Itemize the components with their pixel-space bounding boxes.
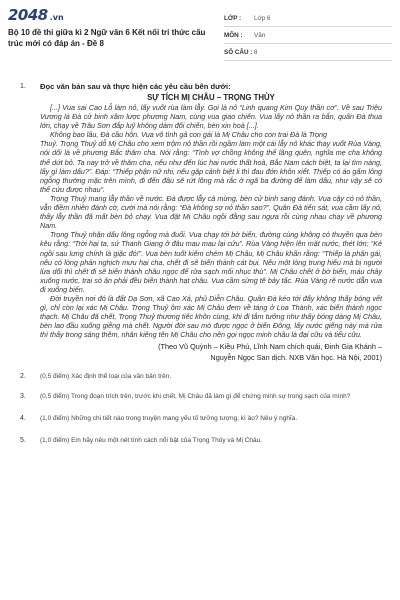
question-number: 3. — [20, 393, 26, 400]
meta-label: SỐ CÂU : — [224, 48, 253, 56]
passage-source — [40, 341, 382, 363]
question-text: (0,5 điểm) Xác định thể loại của văn bản trên. — [40, 373, 172, 380]
question-number: 1. — [20, 83, 26, 90]
question-text: (0,5 điểm) Trong đoạn trích trên, trước khi chết, Mị Châu đã làm gì để chứng minh sự trong sạch của mình? — [40, 393, 351, 400]
source-line: Nguyễn Ngọc San dịch. NXB Văn học. Hà Nội, 2001) — [210, 353, 382, 362]
passage-paragraph: [...] Vua sai Cao Lỗ làm nỏ, lấy vuốt rùa làm lẫy. Gọi là nỏ “Linh quang Kim Quy thần cơ”. Về sau Triệu Vương là Đà cử binh xâm lược phương Nam, cùng vua giao chiến. Vua lấy nỏ thần ra bắn, quân Đà thua lớn, chạy về Trâu Sơn đắp luỹ không dám đối chiến, bèn xin hoà [...]. — [40, 103, 382, 131]
meta-row-subject — [224, 27, 392, 44]
passage-paragraph: Đời truyền nơi đó là đất Dạ Sơn, xã Cao Xá, phủ Diễn Châu. Quân Đà kéo tới đấy không thấy bóng vết gì, chỉ còn lại xác Mị Châu. Trọng Thuỷ ôm xác Mị Châu đem về táng ở Loa Thành, xác biến thành ngọc thạch. Mị Châu đã chết, Trọng Thuỷ thương tiếc khôn cùng, khi đi tắm tưởng như thấy bóng dáng Mị Châu, bèn lao đầu xuống giếng mà chết. Người đời sau mò được ngọc ở biển Đông, lấy nước giếng này mà rửa thì thấy trong sáng thêm, nhân kiêng tên Mị Châu cho nên gọi ngọc minh châu là đại cữu và tiểu cữu. — [40, 293, 382, 340]
passage-paragraph: Trọng Thuỷ mang lẫy thần về nước. Đà được lẫy cả mừng, bèn cử binh sang đánh. Vua cậy có nỏ thần, vẫn điềm nhiên đánh cờ, cười mà nói rằng: “Đà không sợ nỏ thần sao?”. Quân Đà tiến sát, vua cầm lấy nỏ, thấy lẫy thần đã mất bèn bỏ chạy. Vua đặt Mị Châu ngồi đằng sau ngựa rồi cùng nhau chạy về phương Nam. — [40, 193, 382, 231]
meta-label: MÔN : — [224, 31, 243, 39]
meta-value: Văn — [254, 31, 266, 39]
site-logo[interactable] — [8, 6, 64, 26]
reading-passage — [40, 103, 382, 339]
meta-value: Lớp 6 — [254, 14, 271, 22]
question-text: (1,0 điểm) Những chi tiết nào trong truyện mang yếu tố tưởng tượng, kì ảo? Nêu ý nghĩa. — [40, 415, 298, 422]
story-title: SỰ TÍCH MỊ CHÂU – TRỌNG THỦY — [147, 93, 275, 102]
logo-suffix: .vn — [49, 13, 64, 22]
meta-label: LỚP : — [224, 14, 242, 22]
question-instruction: Đọc văn bản sau và thực hiện các yêu cầu bên dưới: — [40, 82, 231, 91]
exam-meta-table — [224, 10, 392, 61]
passage-paragraph: Thuỷ. Trọng Thuỷ dỗ Mị Châu cho xem trộm nỏ thần rồi ngầm làm một cái lẫy nỏ khác thay vuốt Rùa Vàng, nói dối là về phương Bắc thăm cha. Nói rằng: “Tình vợ chồng không thể lãng quên, nghĩa mẹ cha không thể dứt bỏ. Ta nay trở về thăm cha, nếu như đến lúc hai nước thất hoà, Bắc Nam cách biệt, ta lại tìm nàng, lấy gì làm dấu?”. Đáp: “Thiếp phận nữ nhi, nếu gặp cảnh biệt li thì đau đớn khôn xiết. Thiếp có áo gấm lông ngỗng thường mặc trên mình, đi đến đâu sẽ rứt lông mà rắc ở ngã ba đường để làm dấu, như vậy sẽ có thể cứu được nhau”. — [40, 139, 382, 194]
passage-paragraph: Trọng Thuỷ nhận dấu lông ngỗng mà đuổi. Vua chạy tới bờ biển, đường cùng không có thuyền qua bèn kêu rằng: “Trời hại ta, sứ Thanh Giang ở đâu mau mau lại cứu”. Rùa Vàng hiện lên mặt nước, thét lớn: “Kẻ ngồi sau lưng chính là giặc đó!”. Vua bèn tuốt kiếm chém Mị Châu, Mị Châu khấn rằng: “Thiếp là phận gái, nếu có lòng phản nghịch mưu hại cha, chết đi sẽ biến thành cát bụi. Nếu một lòng trung hiếu mà bị người lừa dối thì chết đi sẽ biến thành châu ngọc để rửa sạch mối nhục thù”. Mị Châu chết ở bờ biển, máu chảy xuống nước, trai sò ăn phải đều biến thành hạt châu. Vua cầm sừng tê bảy tấc. Rùa Vàng rẽ nước dẫn vua đi xuống biển. — [40, 230, 382, 294]
meta-row-grade — [224, 10, 392, 27]
passage-paragraph: Không bao lâu, Đà cầu hôn. Vua vô tình gả con gái là Mị Châu cho con trai Đà là Trọng — [50, 130, 328, 140]
logo-text: 2048 — [8, 6, 48, 24]
question-number: 4. — [20, 415, 26, 422]
question-number: 2. — [20, 373, 26, 380]
question-number: 5. — [20, 437, 26, 444]
page-header — [0, 0, 400, 68]
question-text: (1,0 điểm) Em hãy nêu một nét tính cách nổi bật của Trọng Thủy và Mị Châu. — [40, 437, 263, 444]
meta-value: 8 — [254, 48, 258, 56]
exam-title: Bộ 10 đề thi giữa kì 2 Ngữ văn 6 Kết nối tri thức cấu trúc mới có đáp án - Đề 8 — [8, 28, 206, 48]
meta-row-question-count — [224, 44, 392, 61]
source-line: (Theo Vũ Quỳnh – Kiều Phú, Lĩnh Nam chích quái, Đinh Gia Khánh – — [158, 342, 382, 351]
